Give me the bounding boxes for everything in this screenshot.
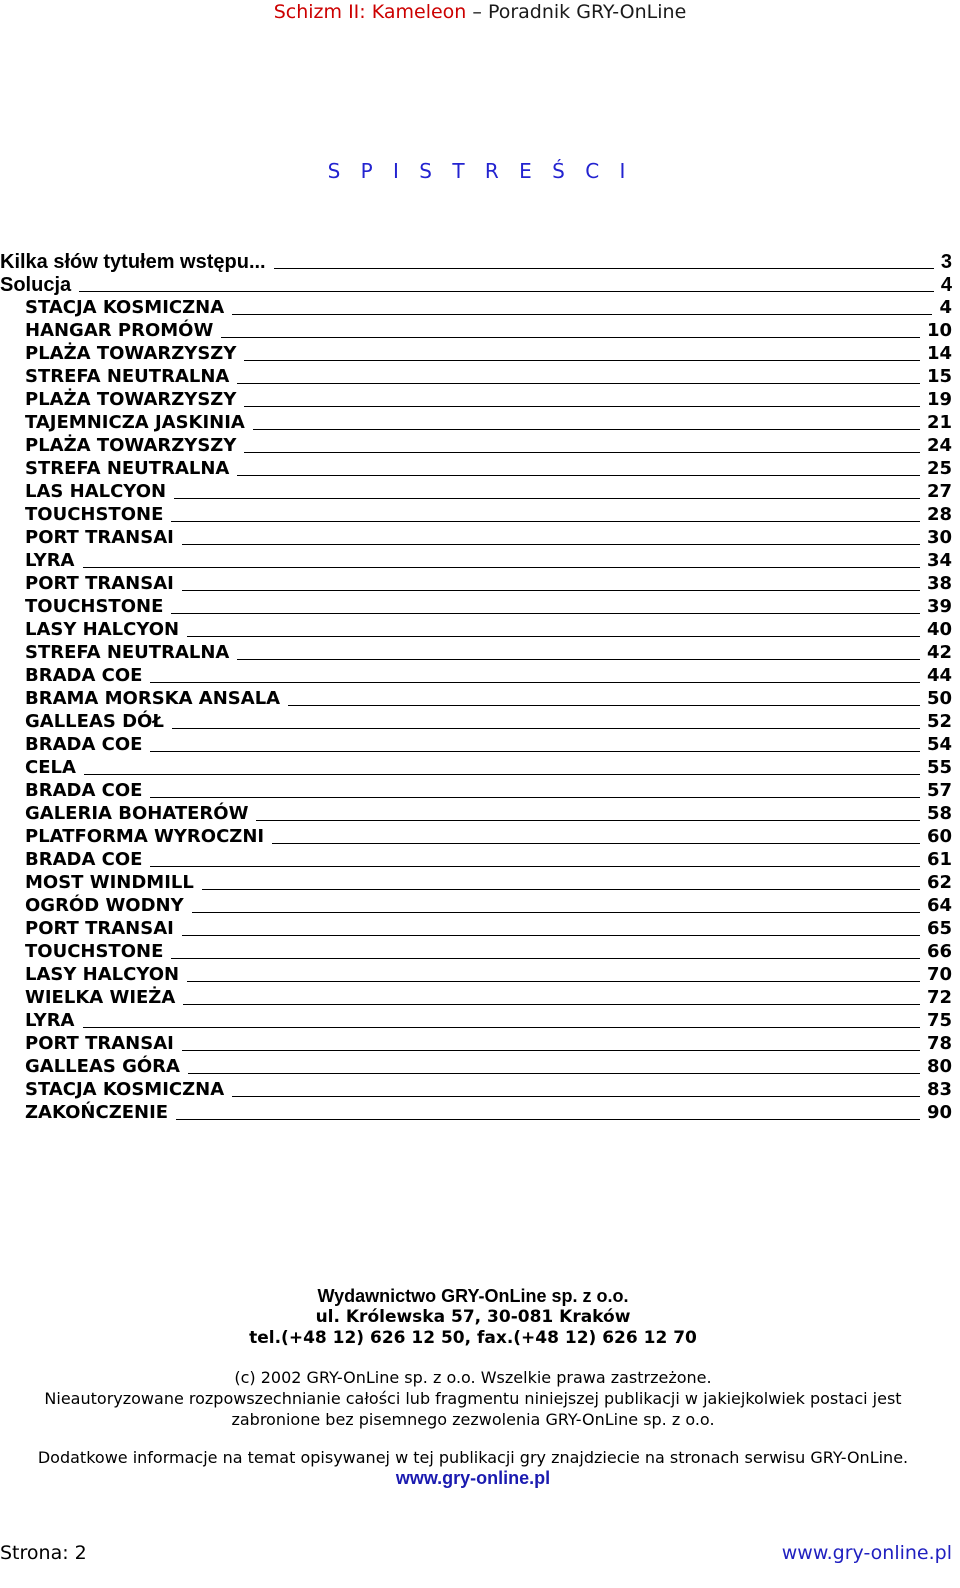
toc-entry[interactable] bbox=[0, 1055, 952, 1078]
toc-entry-label: WIELKA WIEŻA bbox=[25, 987, 176, 1008]
toc-entry[interactable] bbox=[0, 710, 952, 733]
toc-entry-page: 19 bbox=[926, 389, 952, 410]
toc-entry-label: BRADA COE bbox=[25, 849, 143, 870]
toc-entry-page: 57 bbox=[926, 780, 952, 801]
toc-leader-line bbox=[237, 383, 920, 384]
toc-entry-label: GALLEAS DÓŁ bbox=[25, 711, 164, 732]
toc-leader-line bbox=[187, 981, 920, 982]
toc-leader-line bbox=[183, 1004, 920, 1005]
toc-entry-page: 65 bbox=[926, 918, 952, 939]
toc-entry-page: 62 bbox=[926, 872, 952, 893]
toc-entry-label: LYRA bbox=[25, 1010, 75, 1031]
toc-entry-page: 80 bbox=[926, 1056, 952, 1077]
toc-entry[interactable] bbox=[0, 641, 952, 664]
toc-entry-label: PLAŻA TOWARZYSZY bbox=[25, 389, 237, 410]
toc-leader-line bbox=[150, 866, 919, 867]
toc-entry[interactable] bbox=[0, 1032, 952, 1055]
toc-entry-page: 24 bbox=[926, 435, 952, 456]
toc-entry-label: PLAŻA TOWARZYSZY bbox=[25, 435, 237, 456]
toc-entry-label: Solucja bbox=[0, 274, 72, 296]
toc-entry-label: GALLEAS GÓRA bbox=[25, 1056, 180, 1077]
toc-entry-label: TOUCHSTONE bbox=[25, 941, 164, 962]
toc-entry-page: 58 bbox=[926, 803, 952, 824]
toc-entry-page: 61 bbox=[926, 849, 952, 870]
toc-entry-label: PORT TRANSAI bbox=[25, 918, 174, 939]
table-of-contents bbox=[0, 250, 952, 1124]
toc-entry-label: ZAKOŃCZENIE bbox=[25, 1102, 169, 1123]
toc-entry-label: STACJA KOSMICZNA bbox=[25, 297, 225, 318]
toc-entry-label: PORT TRANSAI bbox=[25, 573, 174, 594]
toc-entry-page: 54 bbox=[926, 734, 952, 755]
copyright-warning-cont: zabronione bez pisemnego zezwolenia GRY-OnLine sp. z o.o. bbox=[231, 1410, 715, 1429]
toc-leader-line bbox=[83, 567, 920, 568]
toc-entry-page: 42 bbox=[926, 642, 952, 663]
toc-entry-label: BRADA COE bbox=[25, 665, 143, 686]
toc-entry[interactable] bbox=[0, 1009, 952, 1032]
toc-entry-page: 75 bbox=[926, 1010, 952, 1031]
toc-entry-label: LASY HALCYON bbox=[25, 964, 180, 985]
toc-leader-line bbox=[182, 590, 920, 591]
toc-entry[interactable] bbox=[0, 963, 952, 986]
toc-entry[interactable] bbox=[0, 1101, 952, 1124]
toc-entry-page: 78 bbox=[926, 1033, 952, 1054]
toc-entry-page: 21 bbox=[926, 412, 952, 433]
toc-entry[interactable] bbox=[0, 296, 952, 319]
toc-leader-line bbox=[244, 406, 920, 407]
extra-info-text: Dodatkowe informacje na temat opisywanej w tej publikacji gry znajdziecie na stronach serwisu GRY-OnLine. bbox=[37, 1448, 909, 1467]
toc-entry-page: 15 bbox=[926, 366, 952, 387]
toc-entry-label: PORT TRANSAI bbox=[25, 1033, 174, 1054]
toc-leader-line bbox=[202, 889, 920, 890]
toc-entry[interactable] bbox=[0, 595, 952, 618]
header-separator: – bbox=[472, 1, 482, 23]
toc-entry[interactable] bbox=[0, 572, 952, 595]
toc-entry-label: BRADA COE bbox=[25, 734, 143, 755]
toc-entry[interactable] bbox=[0, 917, 952, 940]
toc-leader-line bbox=[188, 1073, 920, 1074]
toc-entry-page: 3 bbox=[940, 251, 952, 273]
toc-entry-label: STREFA NEUTRALNA bbox=[25, 458, 230, 479]
publisher-phone: tel.(+48 12) 626 12 50, fax.(+48 12) 626 12 70 bbox=[249, 1328, 697, 1348]
toc-entry-page: 55 bbox=[926, 757, 952, 778]
toc-entry-page: 14 bbox=[926, 343, 952, 364]
toc-entry[interactable] bbox=[0, 825, 952, 848]
toc-entry-page: 10 bbox=[926, 320, 952, 341]
publisher-info bbox=[0, 1286, 946, 1349]
toc-entry-label: BRADA COE bbox=[25, 780, 143, 801]
toc-entry-page: 38 bbox=[926, 573, 952, 594]
toc-entry[interactable] bbox=[0, 940, 952, 963]
toc-leader-line bbox=[174, 498, 920, 499]
publisher-address: ul. Królewska 57, 30-081 Kraków bbox=[315, 1307, 631, 1327]
guide-subtitle: Poradnik GRY-OnLine bbox=[487, 1, 687, 23]
toc-entry-page: 66 bbox=[926, 941, 952, 962]
toc-leader-line bbox=[150, 797, 919, 798]
toc-entry[interactable] bbox=[0, 549, 952, 572]
toc-leader-line bbox=[171, 613, 920, 614]
toc-heading: S P I S T R E Ś C I bbox=[327, 159, 633, 183]
toc-entry-label: TOUCHSTONE bbox=[25, 596, 164, 617]
copyright-warning: Nieautoryzowane rozpowszechnianie całości lub fragmentu niniejszej publikacji w jakiejkolwiek postaci jest bbox=[44, 1389, 902, 1408]
toc-entry-label: PLAŻA TOWARZYSZY bbox=[25, 343, 237, 364]
toc-entry[interactable] bbox=[0, 664, 952, 687]
toc-entry[interactable] bbox=[0, 342, 952, 365]
toc-entry[interactable] bbox=[0, 480, 952, 503]
toc-entry-label: STACJA KOSMICZNA bbox=[25, 1079, 225, 1100]
toc-entry-page: 30 bbox=[926, 527, 952, 548]
toc-entry[interactable] bbox=[0, 319, 952, 342]
toc-leader-line bbox=[176, 1119, 920, 1120]
toc-leader-line bbox=[232, 314, 932, 315]
toc-entry-page: 4 bbox=[939, 297, 952, 318]
toc-entry-label: LAS HALCYON bbox=[25, 481, 167, 502]
toc-entry[interactable] bbox=[0, 779, 952, 802]
toc-entry[interactable] bbox=[0, 871, 952, 894]
toc-entry-label: LYRA bbox=[25, 550, 75, 571]
toc-entry-page: 4 bbox=[940, 274, 952, 296]
toc-entry-page: 27 bbox=[926, 481, 952, 502]
toc-leader-line bbox=[150, 751, 919, 752]
toc-entry-label: LASY HALCYON bbox=[25, 619, 180, 640]
toc-entry[interactable] bbox=[0, 687, 952, 710]
footer-site-link[interactable]: www.gry-online.pl bbox=[781, 1542, 952, 1564]
copyright-notice bbox=[0, 1367, 946, 1430]
toc-leader-line bbox=[171, 958, 920, 959]
toc-leader-line bbox=[79, 291, 934, 292]
toc-entry-label: MOST WINDMILL bbox=[25, 872, 194, 893]
toc-leader-line bbox=[172, 728, 920, 729]
toc-entry[interactable] bbox=[0, 388, 952, 411]
toc-entry-page: 44 bbox=[926, 665, 952, 686]
toc-entry-page: 28 bbox=[926, 504, 952, 525]
toc-entry-label: STREFA NEUTRALNA bbox=[25, 366, 230, 387]
toc-entry[interactable] bbox=[0, 848, 952, 871]
toc-entry[interactable] bbox=[0, 526, 952, 549]
toc-leader-line bbox=[182, 1050, 920, 1051]
toc-leader-line bbox=[288, 705, 920, 706]
toc-entry[interactable] bbox=[0, 802, 952, 825]
toc-entry-label: Kilka słów tytułem wstępu... bbox=[0, 251, 266, 273]
website-link[interactable]: www.gry-online.pl bbox=[395, 1468, 551, 1488]
toc-leader-line bbox=[237, 475, 920, 476]
toc-entry-label: BRAMA MORSKA ANSALA bbox=[25, 688, 281, 709]
toc-entry[interactable] bbox=[0, 411, 952, 434]
toc-entry[interactable] bbox=[0, 365, 952, 388]
toc-entry[interactable] bbox=[0, 756, 952, 779]
toc-entry-page: 40 bbox=[926, 619, 952, 640]
toc-entry[interactable] bbox=[0, 250, 952, 273]
guide-title: Schizm II: Kameleon bbox=[273, 1, 467, 23]
toc-entry[interactable] bbox=[0, 457, 952, 480]
copyright-line: (c) 2002 GRY-OnLine sp. z o.o. Wszelkie prawa zastrzeżone. bbox=[234, 1368, 712, 1387]
toc-entry-label: PORT TRANSAI bbox=[25, 527, 174, 548]
toc-leader-line bbox=[84, 774, 920, 775]
toc-entry[interactable] bbox=[0, 894, 952, 917]
toc-entry-page: 64 bbox=[926, 895, 952, 916]
toc-entry-label: PLATFORMA WYROCZNI bbox=[25, 826, 265, 847]
toc-leader-line bbox=[182, 935, 920, 936]
toc-entry[interactable] bbox=[0, 618, 952, 641]
page-header bbox=[0, 0, 960, 24]
publisher-name: Wydawnictwo GRY-OnLine sp. z o.o. bbox=[317, 1286, 629, 1306]
page-number: Strona: 2 bbox=[0, 1542, 87, 1564]
toc-entry-label: CELA bbox=[25, 757, 76, 778]
toc-entry-page: 34 bbox=[926, 550, 952, 571]
toc-entry[interactable] bbox=[0, 503, 952, 526]
toc-entry-label: TAJEMNICZA JASKINIA bbox=[25, 412, 245, 433]
toc-leader-line bbox=[83, 1027, 920, 1028]
toc-entry-label: HANGAR PROMÓW bbox=[25, 320, 214, 341]
toc-entry[interactable] bbox=[0, 986, 952, 1009]
toc-leader-line bbox=[150, 682, 919, 683]
extra-info bbox=[0, 1447, 946, 1489]
toc-leader-line bbox=[253, 429, 920, 430]
toc-entry-page: 52 bbox=[926, 711, 952, 732]
toc-entry-label: TOUCHSTONE bbox=[25, 504, 164, 525]
toc-entry-page: 50 bbox=[926, 688, 952, 709]
toc-leader-line bbox=[187, 636, 920, 637]
toc-entry-page: 90 bbox=[926, 1102, 952, 1123]
toc-entry[interactable] bbox=[0, 733, 952, 756]
toc-leader-line bbox=[244, 452, 920, 453]
toc-leader-line bbox=[272, 843, 920, 844]
toc-leader-line bbox=[221, 337, 920, 338]
toc-entry-page: 72 bbox=[926, 987, 952, 1008]
toc-leader-line bbox=[237, 659, 920, 660]
toc-entry[interactable] bbox=[0, 1078, 952, 1101]
toc-leader-line bbox=[232, 1096, 920, 1097]
toc-leader-line bbox=[256, 820, 920, 821]
toc-entry-page: 39 bbox=[926, 596, 952, 617]
toc-entry-page: 25 bbox=[926, 458, 952, 479]
toc-entry-label: OGRÓD WODNY bbox=[25, 895, 184, 916]
toc-leader-line bbox=[274, 268, 934, 269]
toc-entry[interactable] bbox=[0, 434, 952, 457]
toc-leader-line bbox=[171, 521, 920, 522]
toc-leader-line bbox=[192, 912, 920, 913]
toc-entry[interactable] bbox=[0, 273, 952, 296]
toc-entry-page: 70 bbox=[926, 964, 952, 985]
toc-leader-line bbox=[244, 360, 920, 361]
toc-entry-label: GALERIA BOHATERÓW bbox=[25, 803, 249, 824]
toc-entry-page: 83 bbox=[926, 1079, 952, 1100]
toc-entry-label: STREFA NEUTRALNA bbox=[25, 642, 230, 663]
toc-leader-line bbox=[182, 544, 920, 545]
toc-entry-page: 60 bbox=[926, 826, 952, 847]
